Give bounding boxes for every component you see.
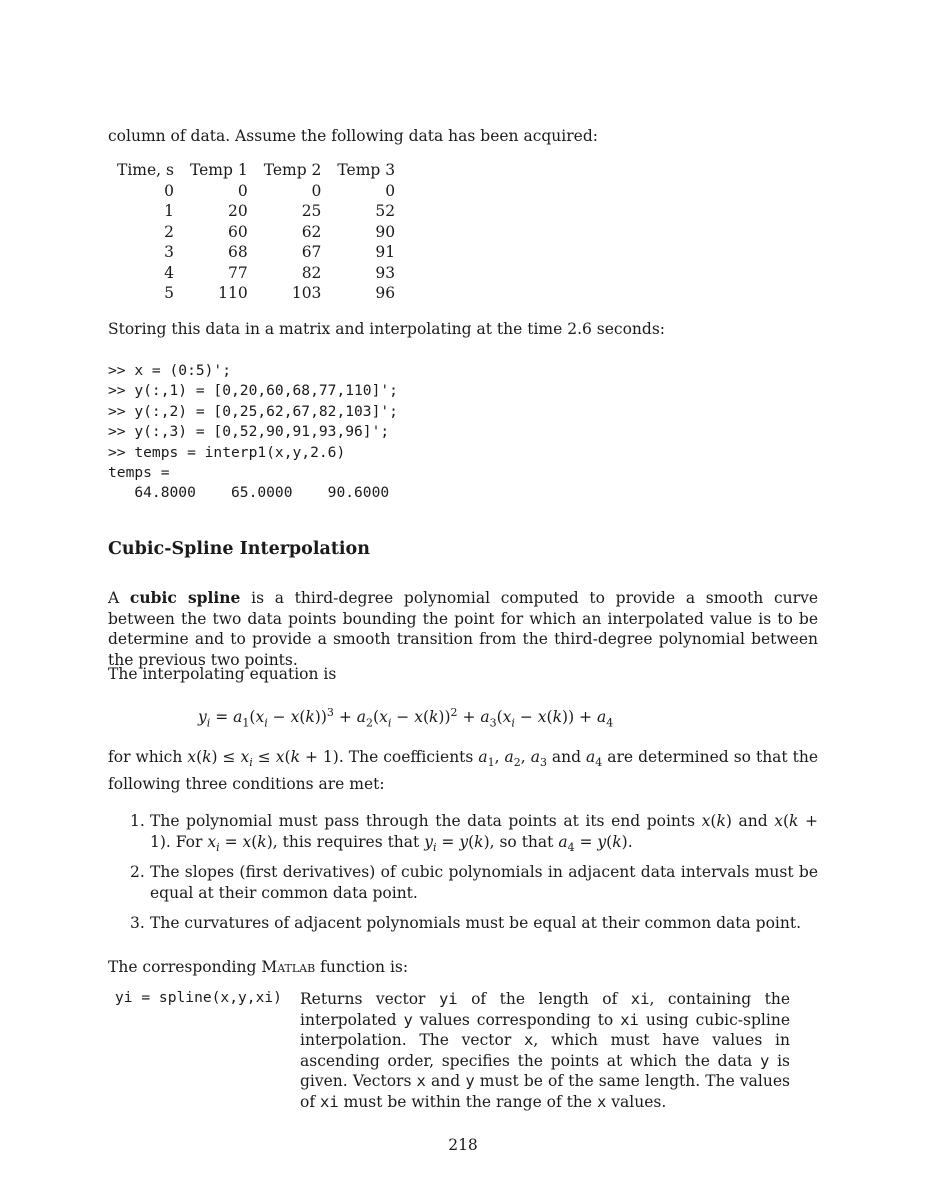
code-term: y xyxy=(760,1051,770,1070)
list-number: 2. xyxy=(130,863,145,881)
list-number: 1. xyxy=(130,812,145,830)
cubic-spline-paragraph xyxy=(108,588,818,670)
intro-text: column of data. Assume the following data has been acquired: xyxy=(108,127,598,145)
code-line: >> y(:,1) = [0,20,60,68,77,110]'; xyxy=(108,382,398,400)
page-number: 218 xyxy=(448,1136,478,1154)
text-span: . The coefficients xyxy=(338,748,479,766)
text-span: . xyxy=(627,832,633,851)
table-header-cell: Time, s xyxy=(117,161,174,180)
table-cell: 90 xyxy=(375,222,396,241)
table-cell: 60 xyxy=(227,222,248,241)
code-term: x xyxy=(416,1072,426,1090)
table-row xyxy=(113,181,395,202)
table-cell: 110 xyxy=(218,284,248,303)
table-row xyxy=(113,222,395,243)
text-span: A xyxy=(108,589,130,607)
table-header-row xyxy=(113,160,395,181)
table-cell: 52 xyxy=(375,202,396,221)
text-span: must be of the same length. The values of xyxy=(300,1072,790,1111)
text-span: . For xyxy=(165,832,208,851)
text-span: and xyxy=(731,812,775,830)
text-span: are determined so that the following three conditions are met: xyxy=(108,748,819,793)
table-cell: 2 xyxy=(164,222,174,241)
function-signature: yi = spline(x,y,xi) xyxy=(115,989,282,1006)
text-span: , so that xyxy=(489,832,559,851)
text-span: and xyxy=(425,1072,466,1090)
text-span: values corresponding to xyxy=(412,1010,621,1029)
table-header-cell: Temp 2 xyxy=(263,161,322,180)
text-span: , which must have values in ascending order, specifies the points at which the data xyxy=(300,1031,790,1070)
table-row xyxy=(113,263,395,284)
table-cell: 68 xyxy=(227,243,248,262)
table-cell: 3 xyxy=(164,243,174,262)
table-cell: 103 xyxy=(291,284,322,303)
code-term: x xyxy=(524,1031,534,1049)
code-line: temps = xyxy=(108,464,170,482)
table-cell: 0 xyxy=(237,181,248,200)
list-text: The slopes (first derivatives) of cubic polynomials in adjacent data intervals must be equal at their common data point. xyxy=(150,863,818,902)
table-cell: 0 xyxy=(385,181,396,200)
text-span: values. xyxy=(606,1092,667,1111)
table-cell: 67 xyxy=(301,243,322,262)
storing-text: Storing this data in a matrix and interpolating at the time 2.6 seconds: xyxy=(108,320,666,338)
table-cell: 0 xyxy=(311,181,322,200)
code-line: 64.8000 65.0000 90.6000 xyxy=(108,484,390,502)
table-cell: 91 xyxy=(375,243,396,262)
list-item xyxy=(130,862,818,903)
text-span: , this requires that xyxy=(272,832,425,851)
code-term: y xyxy=(403,1010,413,1029)
text-span: must be within the range of the xyxy=(338,1092,597,1111)
list-number: 3. xyxy=(130,914,145,932)
text-span: is a third-degree polynomial computed to provide a smooth curve between the two data points bounding the point for which an interpolated value is to be determine and to provide a smooth transition from the third-degree polynomial between the previous two points. xyxy=(108,589,818,669)
table-cell: 77 xyxy=(227,263,248,282)
text-span: using cubic-spline interpolation. The vector xyxy=(300,1010,790,1049)
table-cell: 5 xyxy=(164,284,174,303)
text-span: and xyxy=(546,748,587,766)
table-cell: 62 xyxy=(301,222,322,241)
table-header-cell: Temp 3 xyxy=(337,161,396,180)
code-line: >> temps = interp1(x,y,2.6) xyxy=(108,443,346,461)
code-term: x xyxy=(597,1092,607,1111)
code-term: xi xyxy=(630,990,650,1008)
table-row xyxy=(113,201,395,222)
table-cell: 93 xyxy=(375,263,396,282)
text-span: The corresponding xyxy=(108,958,262,976)
matlab-intro xyxy=(108,957,818,978)
table-cell: 20 xyxy=(227,202,248,221)
list-item xyxy=(130,811,818,858)
code-term: y xyxy=(465,1072,475,1090)
code-line: >> y(:,3) = [0,52,90,91,93,96]'; xyxy=(108,423,390,441)
table-cell: 0 xyxy=(164,181,174,200)
code-block xyxy=(108,361,398,504)
table-cell: 4 xyxy=(164,263,174,282)
code-term: yi xyxy=(438,990,458,1008)
text-span: of the length of xyxy=(457,990,631,1008)
temperature-table xyxy=(113,160,395,304)
code-term: xi xyxy=(620,1010,639,1029)
code-term: xi xyxy=(320,1092,339,1111)
coefficients-paragraph: for which $x(k) \le x_i \le x(k + 1)$. The coefficients $a_1$, $a_2$, $a_3$ and $a_4$ are determined so that the following three conditions are met: xyxy=(108,748,819,793)
table-row xyxy=(113,283,395,304)
list-text: The polynomial must pass through the data points at its end points x(k) and x(k + 1). For $x_i = x(k)$, this requires that $y_i = y(k)$, so that $a_4 = y(k)$. xyxy=(150,812,818,854)
table-row xyxy=(113,242,395,263)
table-header-cell: Temp 1 xyxy=(189,161,248,180)
list-item xyxy=(130,913,818,934)
interpolating-equation: $y_i = a_1(x_i - x(k))^3 + a_2(x_i - x(k))^2 + a_3(x_i - x(k)) + a_4$ xyxy=(198,706,614,730)
list-text: The curvatures of adjacent polynomials must be equal at their common data point. xyxy=(150,914,802,932)
text-span: , containing the interpolated xyxy=(300,990,791,1029)
text-span: The polynomial must pass through the data points at its end points xyxy=(150,812,702,830)
table-cell: 25 xyxy=(301,202,322,221)
table-cell: 1 xyxy=(164,202,174,221)
equation-intro: The interpolating equation is xyxy=(108,665,337,683)
section-heading: Cubic-Spline Interpolation xyxy=(108,539,370,559)
function-description xyxy=(300,989,790,1112)
code-line: >> y(:,2) = [0,25,62,67,82,103]'; xyxy=(108,402,398,420)
code-line: >> x = (0:5)'; xyxy=(108,362,232,379)
bold-term: cubic spline xyxy=(129,588,241,607)
text-span: function is: xyxy=(315,958,409,976)
text-span: Returns vector xyxy=(300,990,439,1008)
text-span: is given. Vectors xyxy=(300,1051,791,1090)
text-span: for which xyxy=(108,748,188,766)
matlab-name: Matlab xyxy=(261,958,316,976)
table-cell: 96 xyxy=(375,284,396,303)
table-cell: 82 xyxy=(301,263,322,282)
